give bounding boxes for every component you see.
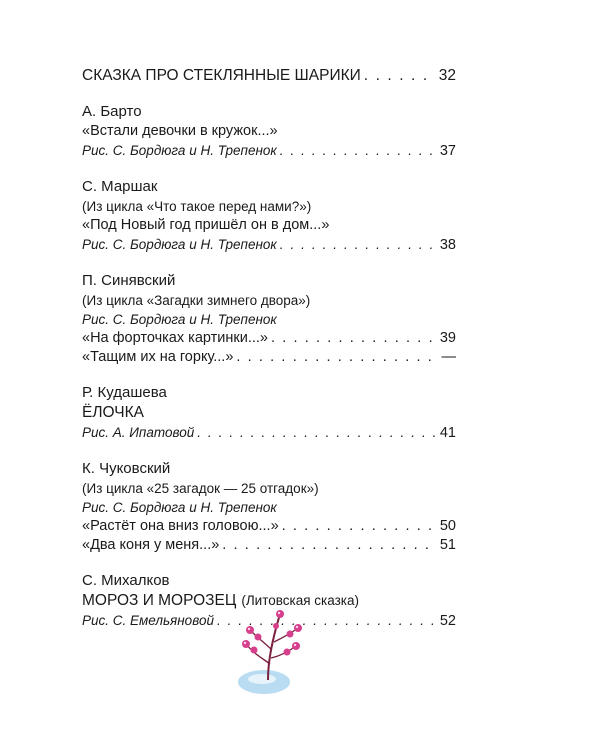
page-number: 52: [439, 613, 456, 629]
toc-entry-kudasheva[interactable]: [82, 383, 456, 443]
leader-dots: [282, 517, 435, 536]
cycle-note: (Из цикла «25 загадок — 25 отгадок»): [82, 481, 319, 496]
toc-entry-chukovsky[interactable]: [82, 459, 456, 555]
leader-dots: [364, 66, 435, 86]
leader-dots: [280, 141, 435, 160]
page-number: 39: [439, 330, 456, 346]
page-number: 41: [439, 425, 456, 441]
illustrator-credit: Рис. А. Ипатовой: [82, 425, 195, 440]
toc-entry-barto[interactable]: [82, 102, 456, 161]
cycle-note: (Из цикла «Что такое перед нами?»): [82, 199, 312, 214]
toc-entry-glass-balls[interactable]: [82, 66, 456, 86]
work-title: МОРОЗ И МОРОЗЕЦ: [82, 592, 237, 609]
leader-dots: [280, 235, 435, 254]
illustrator-credit: Рис. С. Бордюга и Н. Трепенок: [82, 500, 277, 515]
illustrator-credit: Рис. С. Бордюга и Н. Трепенок: [82, 237, 277, 252]
illustrator-credit: Рис. С. Емельяновой: [82, 613, 214, 628]
work-note: (Литовская сказка): [241, 593, 360, 608]
cycle-note: (Из цикла «Загадки зимнего двора»): [82, 293, 311, 308]
page-number: 50: [439, 518, 456, 534]
branch-right-high: [274, 628, 298, 642]
winter-plant-icon: [232, 606, 312, 698]
page-number: 51: [439, 537, 456, 553]
work-title: «Растёт она вниз головою...»: [82, 518, 279, 534]
toc-entry-marshak[interactable]: [82, 177, 456, 255]
leader-dots: [236, 348, 435, 367]
ice-highlight: [248, 674, 276, 684]
author-name: А. Барто: [82, 103, 142, 120]
entry-title: СКАЗКА ПРО СТЕКЛЯННЫЕ ШАРИКИ: [82, 67, 361, 84]
page-number: —: [441, 349, 456, 365]
work-title: ЁЛОЧКА: [82, 404, 144, 421]
illustrator-credit: Рис. С. Бордюга и Н. Трепенок: [82, 143, 277, 158]
author-name: Р. Кудашева: [82, 384, 167, 401]
author-name: П. Синявский: [82, 272, 176, 289]
work-title: «Встали девочки в кружок...»: [82, 123, 278, 139]
author-name: С. Михалков: [82, 572, 170, 589]
page-number: 38: [439, 237, 456, 253]
work-title: «На форточках картинки...»: [82, 330, 268, 346]
page-number: 37: [439, 143, 456, 159]
illustrator-credit: Рис. С. Бордюга и Н. Трепенок: [82, 312, 277, 327]
work-title: «Два коня у меня...»: [82, 537, 220, 553]
page-number: 32: [438, 67, 456, 84]
toc-entry-sinyavsky[interactable]: [82, 271, 456, 367]
branch-left-low: [246, 644, 270, 664]
leader-dots: [271, 329, 435, 348]
author-name: С. Маршак: [82, 178, 158, 195]
work-title: «Тащим их на горку...»: [82, 349, 234, 365]
leader-dots: [222, 536, 435, 555]
work-title: «Под Новый год пришёл он в дом...»: [82, 217, 330, 233]
author-name: К. Чуковский: [82, 460, 171, 477]
leader-dots: [197, 423, 435, 442]
table-of-contents: [82, 66, 456, 647]
